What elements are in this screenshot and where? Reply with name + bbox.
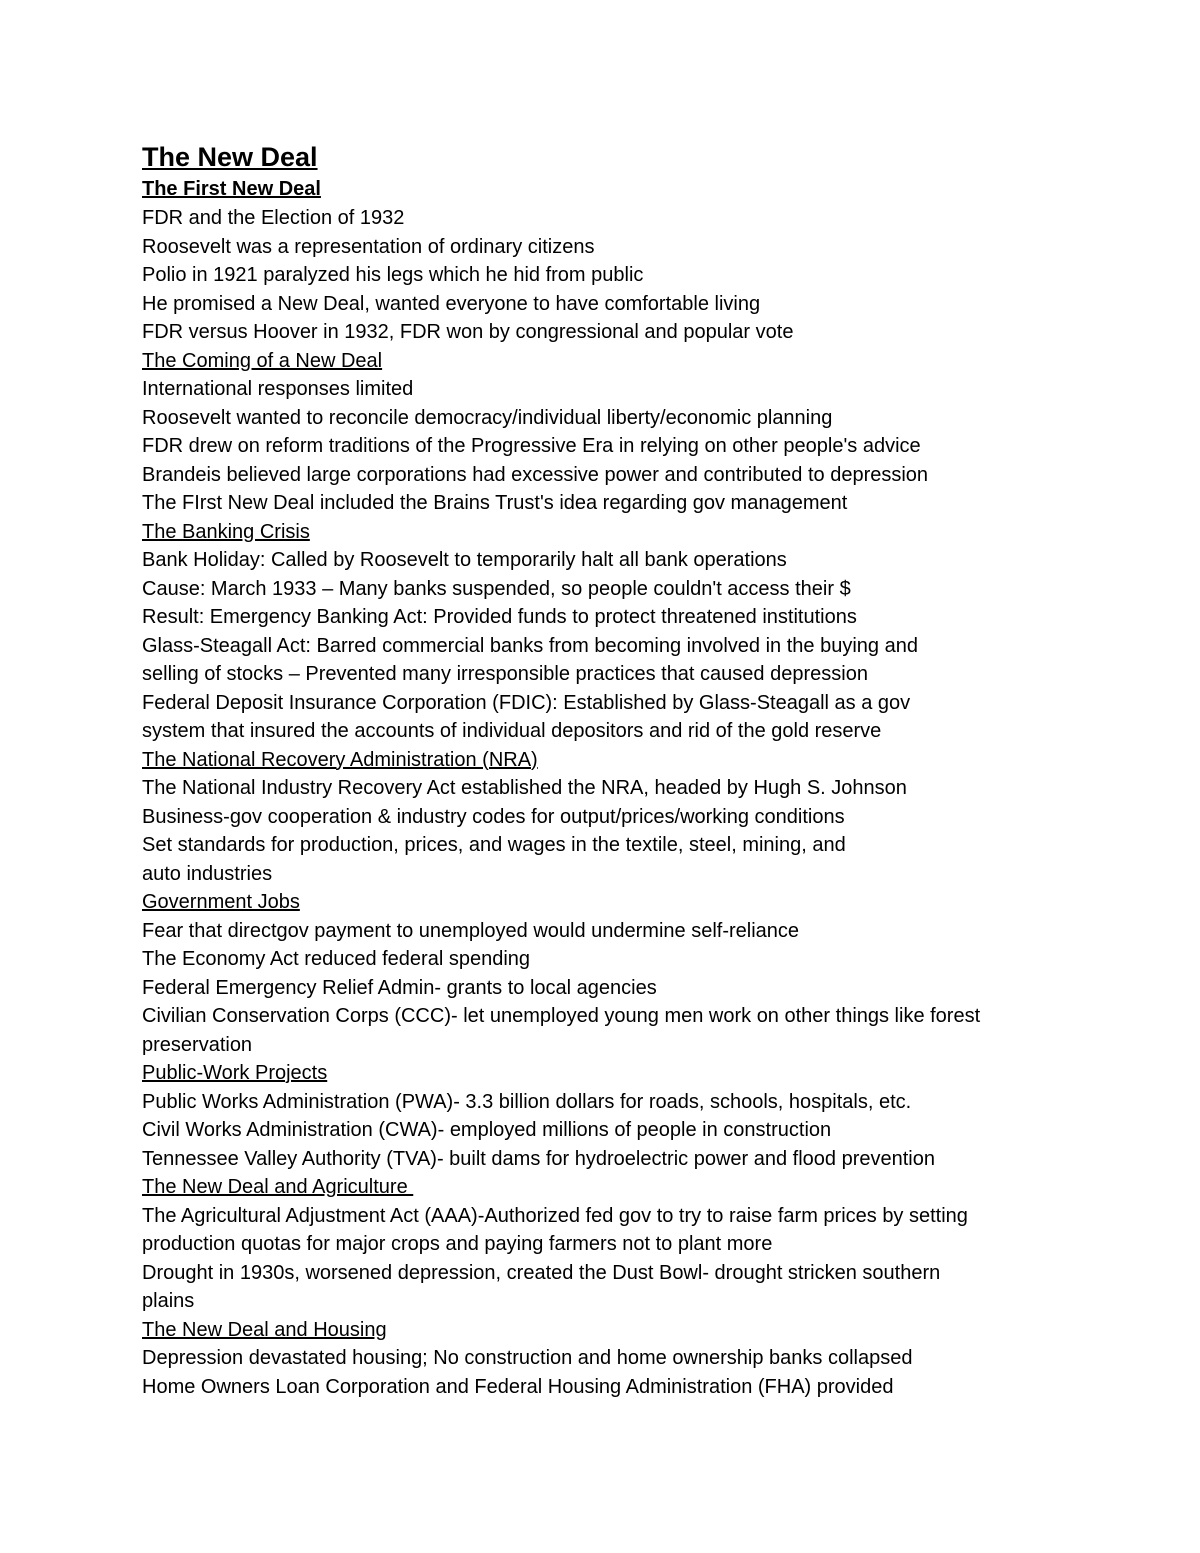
section-nra — [142, 746, 1142, 889]
text-line: system that insured the accounts of individual depositors and rid of the gold reserve — [142, 720, 882, 742]
section-coming-of-new-deal — [142, 347, 1142, 518]
text-line: Business-gov cooperation & industry codes for output/prices/working conditions — [142, 805, 845, 828]
text-line: Home Owners Loan Corporation and Federal Housing Administration (FHA) provided — [142, 1375, 894, 1398]
text-line: Depression devastated housing; No construction and home ownership banks collapsed — [142, 1347, 913, 1369]
section-banking-crisis — [142, 518, 1142, 746]
section-public-work-projects — [142, 1059, 1142, 1173]
text-line: Public Works Administration (PWA)- 3.3 billion dollars for roads, schools, hospitals, etc. — [142, 1090, 912, 1113]
text-line: FDR and the Election of 1932 — [142, 207, 405, 229]
text-line: Brandeis believed large corporations had excessive power and contributed to depression — [142, 463, 929, 486]
text-line: Roosevelt was a representation of ordinary citizens — [142, 235, 595, 258]
text-line: Bank Holiday: Called by Roosevelt to temporarily halt all bank operations — [142, 549, 787, 571]
section-heading: The Coming of a New Deal — [142, 349, 383, 372]
text-line: Tennessee Valley Authority (TVA)- built dams for hydroelectric power and flood prevention — [142, 1147, 935, 1170]
section-government-jobs — [142, 888, 1142, 1059]
text-line: FDR drew on reform traditions of the Progressive Era in relying on other people's advice — [142, 435, 921, 457]
text-line: Polio in 1921 paralyzed his legs which he hid from public — [142, 264, 644, 286]
text-line: Civil Works Administration (CWA)- employed millions of people in construction — [142, 1119, 832, 1141]
text-line: auto industries — [142, 862, 273, 885]
text-line: Drought in 1930s, worsened depression, created the Dust Bowl- drought stricken southern — [142, 1261, 941, 1284]
section-heading: The Banking Crisis — [142, 520, 310, 543]
section-heading: Public-Work Projects — [142, 1062, 328, 1084]
document-subtitle: The First New Deal — [142, 178, 321, 200]
text-line: Fear that directgov payment to unemployed would undermine self-reliance — [142, 919, 800, 942]
text-line: The FIrst New Deal included the Brains Trust's idea regarding gov management — [142, 492, 848, 514]
text-line: selling of stocks – Prevented many irresponsible practices that caused depression — [142, 663, 868, 685]
text-line: Result: Emergency Banking Act: Provided funds to protect threatened institutions — [142, 606, 857, 628]
section-agriculture — [142, 1173, 1142, 1316]
text-line: Federal Emergency Relief Admin- grants to local agencies — [142, 976, 657, 999]
text-line: The Economy Act reduced federal spending — [142, 948, 531, 970]
text-line: International responses limited — [142, 378, 414, 400]
text-line: He promised a New Deal, wanted everyone to have comfortable living — [142, 292, 761, 315]
text-line: plains — [142, 1290, 195, 1312]
text-line: The Agricultural Adjustment Act (AAA)-Authorized fed gov to try to raise farm prices by setting — [142, 1204, 968, 1227]
document-page — [142, 140, 1142, 1401]
section-heading: Government Jobs — [142, 891, 300, 913]
text-line: Cause: March 1933 – Many banks suspended, so people couldn't access their $ — [142, 577, 851, 600]
text-line: The National Industry Recovery Act established the NRA, headed by Hugh S. Johnson — [142, 777, 907, 799]
text-line: Civilian Conservation Corps (CCC)- let unemployed young men work on other things like forest — [142, 1005, 981, 1027]
text-line: Set standards for production, prices, and wages in the textile, steel, mining, and — [142, 834, 846, 856]
document-title: The New Deal — [142, 142, 318, 172]
section-heading: The New Deal and Housing — [142, 1318, 387, 1341]
section-heading: The National Recovery Administration (NRA) — [142, 748, 538, 771]
text-line: Roosevelt wanted to reconcile democracy/individual liberty/economic planning — [142, 406, 833, 429]
section-housing — [142, 1316, 1142, 1402]
text-line: FDR versus Hoover in 1932, FDR won by congressional and popular vote — [142, 321, 794, 343]
intro-block — [142, 204, 1142, 347]
text-line: preservation — [142, 1033, 253, 1056]
text-line: production quotas for major crops and paying farmers not to plant more — [142, 1233, 773, 1255]
text-line: Glass-Steagall Act: Barred commercial banks from becoming involved in the buying and — [142, 634, 918, 657]
section-heading: The New Deal and Agriculture — [142, 1176, 414, 1198]
text-line: Federal Deposit Insurance Corporation (FDIC): Established by Glass-Steagall as a gov — [142, 691, 911, 714]
